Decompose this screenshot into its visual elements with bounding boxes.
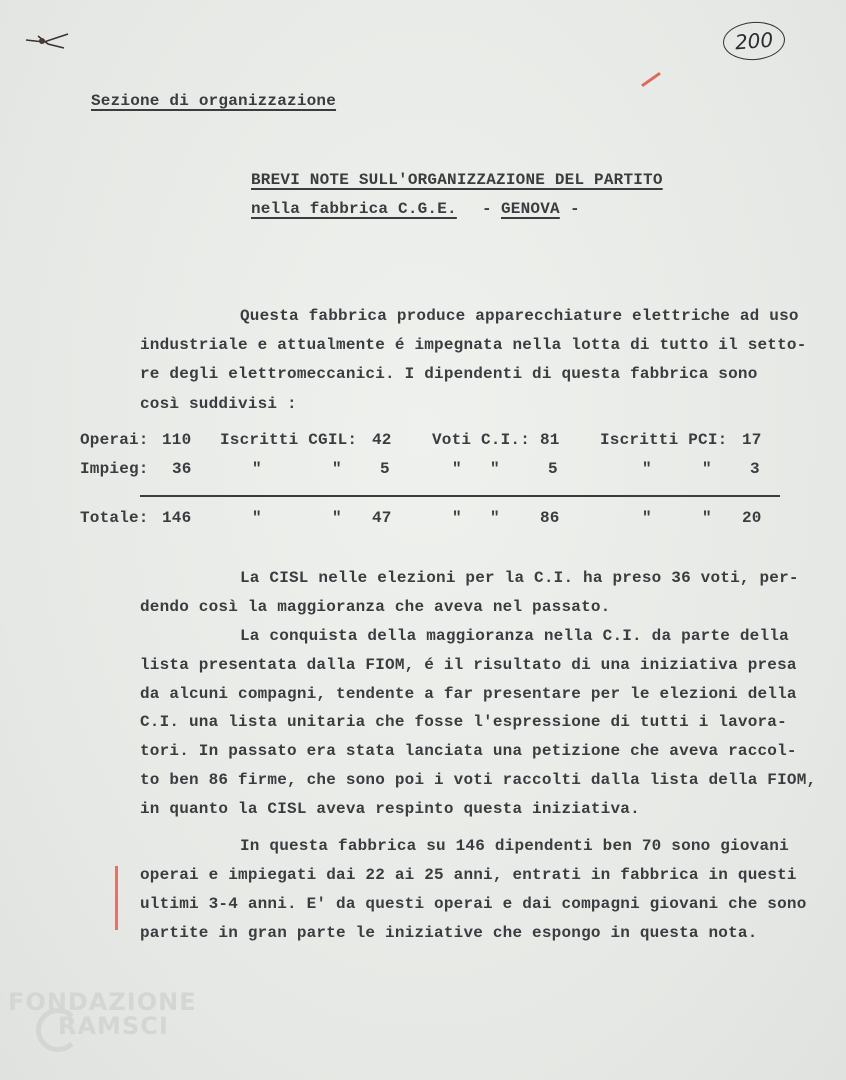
watermark-line-1: FONDAZIONE [8,988,197,1016]
body-line: ultimi 3-4 anni. E' da questi operai e dai compagni giovani che sono [140,895,807,913]
table-divider [140,495,780,497]
ditto-mark: " [702,509,712,527]
row-label: Impieg: [80,460,149,478]
body-line: tori. In passato era stata lanciata una petizione che aveva raccol- [140,742,797,760]
ditto-mark: " [332,509,342,527]
watermark-line-2: RAMSCI [58,1012,169,1040]
cell-dipendenti: 36 [172,460,192,478]
header-pci: Iscritti PCI: [600,431,728,449]
intro-line: industriale e attualmente é impegnata nella lotta di tutto il setto- [140,336,807,354]
ditto-mark: " [702,460,712,478]
ditto-mark: " [252,460,262,478]
title-line-1: BREVI NOTE SULL'ORGANIZZAZIONE DEL PARTITO [251,171,663,189]
cell-pci: 3 [750,460,760,478]
ditto-mark: " [452,460,462,478]
body-line: in quanto la CISL aveva respinto questa iniziativa. [140,800,640,818]
intro-line: Questa fabbrica produce apparecchiature elettriche ad uso [240,307,799,325]
total-dipendenti: 146 [162,509,192,527]
title-line-2-end: - [570,200,580,218]
ditto-mark: " [490,509,500,527]
body-line: dendo così la maggioranza che aveva nel passato. [140,598,611,616]
cell-voti: 81 [540,431,560,449]
intro-line: re degli elettromeccanici. I dipendenti di questa fabbrica sono [140,365,758,383]
ditto-mark: " [642,460,652,478]
section-heading: Sezione di organizzazione [91,92,337,110]
header-cgil: Iscritti CGIL: [220,431,358,449]
cell-voti: 5 [548,460,558,478]
total-pci: 20 [742,509,762,527]
page-number: 200 [722,20,786,62]
body-line: to ben 86 firme, che sono poi i voti raccolti dalla lista della FIOM, [140,771,817,789]
body-line: La conquista della maggioranza nella C.I. da parte della [240,627,789,645]
total-voti: 86 [540,509,560,527]
red-margin-mark [115,866,118,930]
ditto-mark: " [452,509,462,527]
cell-cgil: 42 [372,431,392,449]
ditto-mark: " [252,509,262,527]
title-line-2-a: nella fabbrica C.G.E. [251,200,457,218]
row-label: Operai: [80,431,149,449]
cell-pci: 17 [742,431,762,449]
body-line: In questa fabbrica su 146 dipendenti ben 70 sono giovani [240,837,789,855]
intro-line: così suddivisi : [140,395,297,413]
total-cgil: 47 [372,509,392,527]
total-label: Totale: [80,509,149,527]
red-pencil-mark [641,72,661,87]
cell-cgil: 5 [380,460,390,478]
title-line-2-city: GENOVA [501,200,560,218]
cell-dipendenti: 110 [162,431,192,449]
fondazione-gramsci-watermark [8,988,197,1040]
ditto-mark: " [332,460,342,478]
body-line: operai e impiegati dai 22 ai 25 anni, entrati in fabbrica in questi [140,866,797,884]
ditto-mark: " [490,460,500,478]
header-voti: Voti C.I.: [432,431,531,449]
ink-smudge-icon [24,30,70,50]
body-line: da alcuni compagni, tendente a far presentare per le elezioni della [140,685,797,703]
title-line-2-dash: - [482,200,492,218]
body-line: lista presentata dalla FIOM, é il risultato di una iniziativa presa [140,656,797,674]
ditto-mark: " [642,509,652,527]
body-line: La CISL nelle elezioni per la C.I. ha preso 36 voti, per- [240,569,799,587]
body-line: partite in gran parte le iniziative che espongo in questa nota. [140,924,758,942]
body-line: C.I. una lista unitaria che fosse l'espressione di tutti i lavora- [140,713,787,731]
